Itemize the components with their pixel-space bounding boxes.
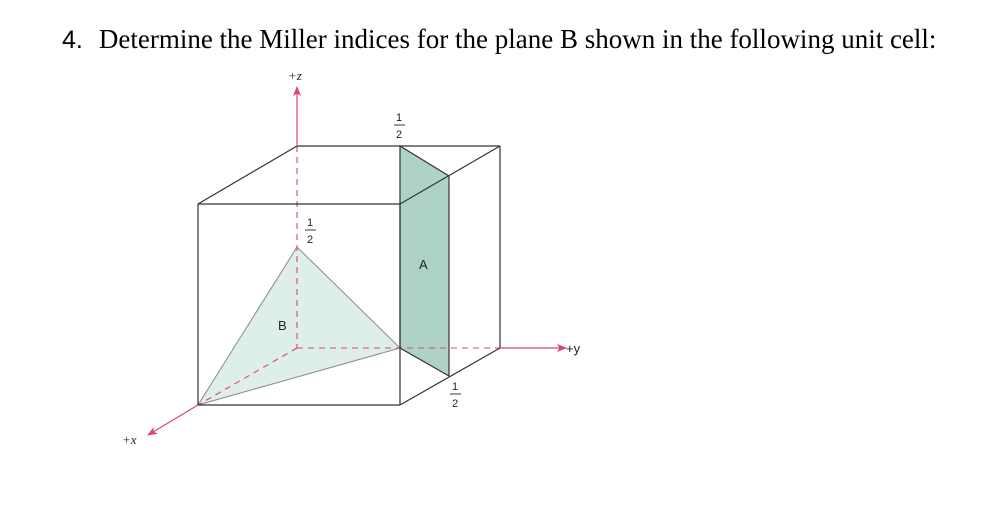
- fraction-z-numerator: 1: [307, 217, 314, 229]
- fraction-top-denominator: 2: [396, 129, 403, 141]
- fraction-top-numerator: 1: [396, 112, 403, 124]
- plane-a-label: A: [419, 257, 428, 272]
- fraction-top: [394, 112, 405, 141]
- y-axis-label: +y: [566, 341, 581, 356]
- plane-b-label: B: [278, 318, 287, 333]
- fraction-bottom-denominator: 2: [452, 398, 459, 410]
- fraction-bottom-numerator: 1: [452, 381, 459, 393]
- axes: [148, 87, 566, 435]
- x-axis: [148, 405, 198, 435]
- z-axis-label: +z: [288, 68, 302, 83]
- question-text: Determine the Miller indices for the plane B shown in the following unit cell:: [98, 24, 937, 54]
- fraction-z: [305, 217, 316, 246]
- fraction-bottom: [450, 381, 461, 410]
- x-axis-label: +x: [122, 432, 137, 447]
- plane-b: [198, 247, 400, 405]
- question-number: 4.: [62, 26, 83, 54]
- fraction-z-denominator: 2: [307, 234, 314, 246]
